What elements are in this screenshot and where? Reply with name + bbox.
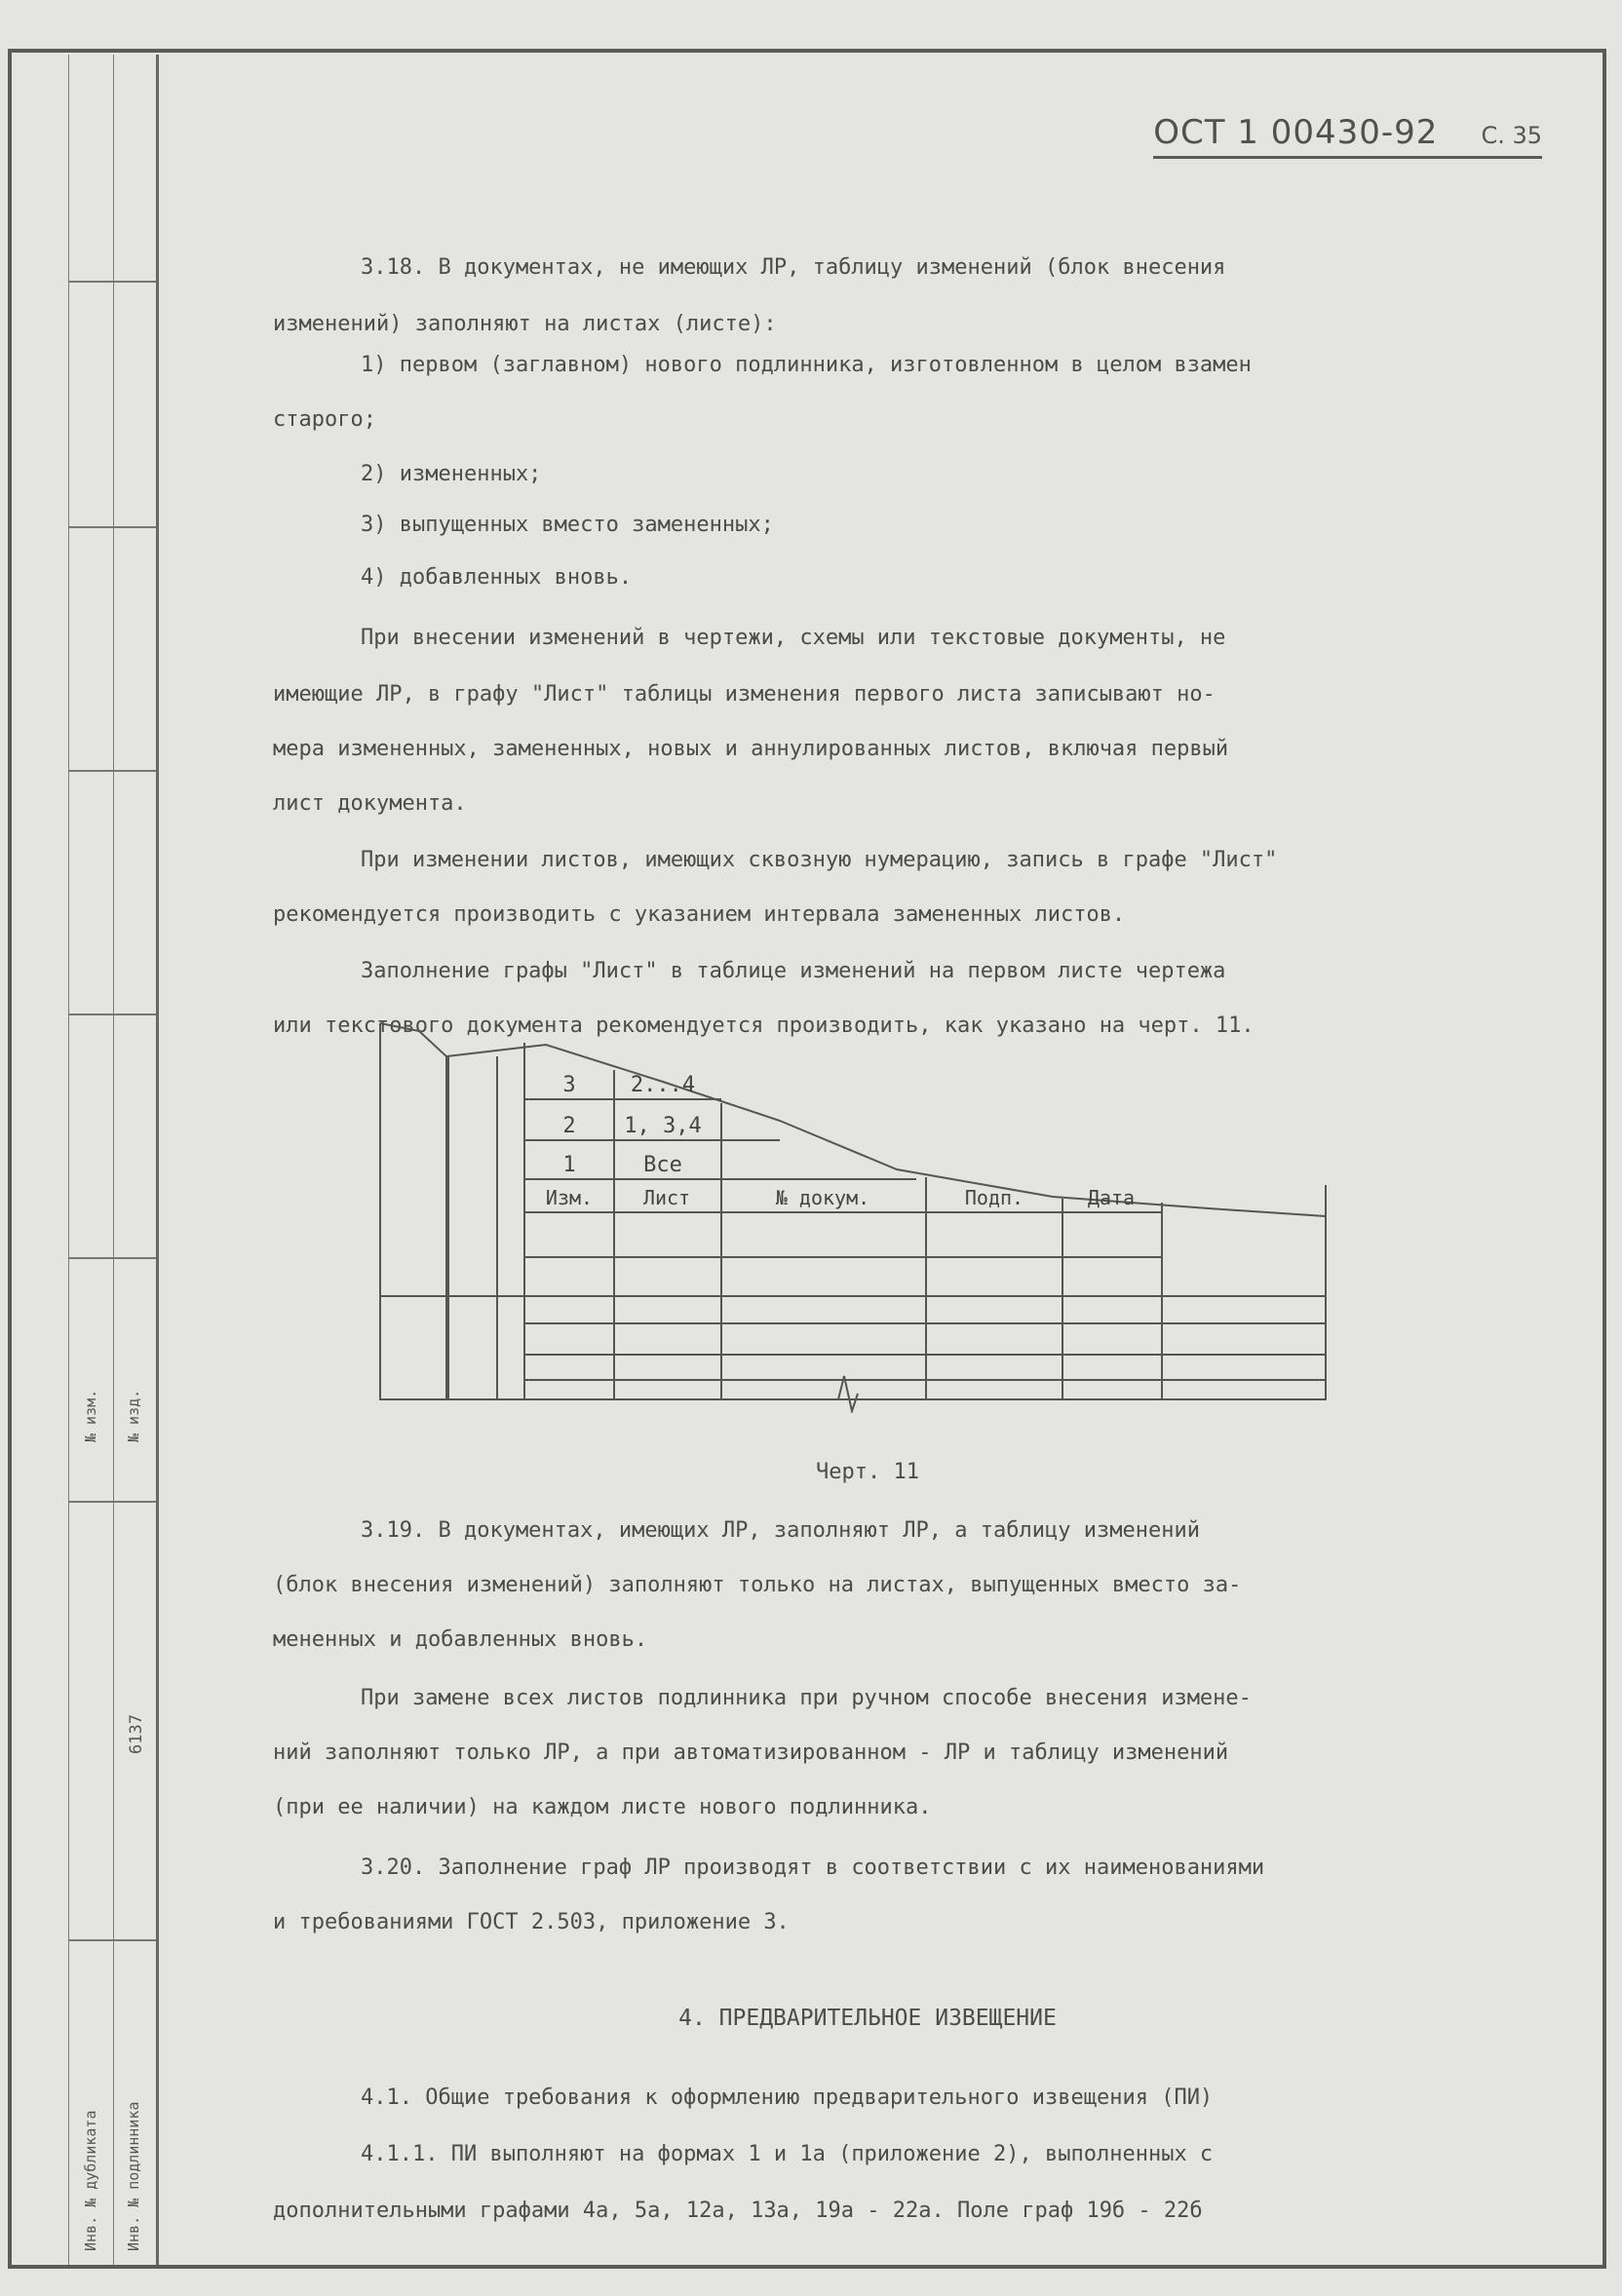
stamp-row-line <box>68 526 156 528</box>
paragraph-fill-line-1: Заполнение графы "Лист" в таблице изменений на первом листе чертежа <box>361 959 1226 983</box>
stamp-inventory-number: 6137 <box>127 1714 146 1754</box>
list-item-2: 2) измененных; <box>361 462 542 486</box>
figure-row-izm: 3 <box>562 1073 576 1097</box>
list-item-1: 1) первом (заглавном) нового подлинника, изготовленном в целом взамен <box>361 353 1252 377</box>
paragraph-fill-line-2: или текстового документа рекомендуется производить, как указано на черт. 11. <box>273 1014 1255 1038</box>
figure-change-table <box>370 1014 1335 1417</box>
figure-header-signature: Подп. <box>964 1186 1024 1209</box>
figure-header-list: Лист <box>642 1186 691 1209</box>
stamp-label-change-no: № изм. <box>82 1389 99 1442</box>
paragraph-replace-line-2: ний заполняют только ЛР, а при автоматизированном - ЛР и таблицу изменений <box>273 1741 1229 1765</box>
paragraph-3-20-line-1: 3.20. Заполнение граф ЛР производят в соответствии с их наименованиями <box>361 1856 1265 1880</box>
paragraph-4-1-1-line-1: 4.1.1. ПИ выполняют на формах 1 и 1а (приложение 2), выполненных с <box>361 2142 1214 2166</box>
paragraph-3-19-line-1: 3.19. В документах, имеющих ЛР, заполняют ЛР, а таблицу изменений <box>361 1518 1200 1543</box>
figure-caption: Черт. 11 <box>816 1460 919 1484</box>
figure-row-list: 1, 3,4 <box>624 1114 702 1138</box>
paragraph-4-1: 4.1. Общие требования к оформлению предварительного извещения (ПИ) <box>361 2086 1214 2110</box>
stamp-row-line <box>68 1014 156 1015</box>
stamp-row-line <box>68 1939 156 1941</box>
list-item-1-cont: старого; <box>273 407 376 432</box>
stamp-row-line <box>68 281 156 283</box>
section-title: 4. ПРЕДВАРИТЕЛЬНОЕ ИЗВЕЩЕНИЕ <box>678 2006 1057 2031</box>
paragraph-3-19-line-2: (блок внесения изменений) заполняют только на листах, выпущенных вместо за- <box>273 1573 1242 1597</box>
stamp-row-line <box>68 1501 156 1503</box>
paragraph-changes-line-3: мера измененных, замененных, новых и аннулированных листов, включая первый <box>273 737 1229 761</box>
paragraph-replace-line-3: (при ее наличии) на каждом листе нового подлинника. <box>273 1795 932 1819</box>
stamp-row-line <box>68 1257 156 1259</box>
stamp-label-edition-no: № изд. <box>125 1389 142 1442</box>
page-number: С. 35 <box>1481 122 1542 149</box>
page-header <box>1153 113 1542 159</box>
stamp-row-line <box>68 770 156 772</box>
figure-row-izm: 2 <box>562 1114 576 1138</box>
paragraph-changes-line-1: При внесении изменений в чертежи, схемы или текстовые документы, не <box>361 626 1226 650</box>
paragraph-changes-line-4: лист документа. <box>273 791 467 816</box>
stamp-column-line <box>113 55 114 2265</box>
list-item-4: 4) добавленных вновь. <box>361 565 633 590</box>
figure-header-doc-no: № докум. <box>775 1186 870 1209</box>
paragraph-3-18: 3.18. В документах, не имеющих ЛР, таблицу изменений (блок внесения <box>361 255 1226 280</box>
paragraph-3-18-cont: изменений) заполняют на листах (листе): <box>273 312 777 336</box>
figure-header-date: Дата <box>1087 1186 1136 1209</box>
paragraph-numbering-line-1: При изменении листов, имеющих сквозную нумерацию, запись в графе "Лист" <box>361 848 1278 872</box>
paragraph-3-19-line-3: мененных и добавленных вновь. <box>273 1627 648 1652</box>
paragraph-4-1-1-line-2: дополнительными графами 4а, 5а, 12а, 13а, 19а - 22а. Поле граф 19б - 22б <box>273 2199 1203 2223</box>
paragraph-numbering-line-2: рекомендуется производить с указанием интервала замененных листов. <box>273 902 1126 927</box>
figure-svg <box>370 1014 1335 1413</box>
list-item-3: 3) выпущенных вместо замененных; <box>361 513 774 537</box>
paragraph-replace-line-1: При замене всех листов подлинника при ручном способе внесения измене- <box>361 1686 1252 1710</box>
paragraph-changes-line-2: имеющие ЛР, в графу "Лист" таблицы изменения первого листа записывают но- <box>273 682 1216 707</box>
figure-header-izm: Изм. <box>545 1186 594 1209</box>
figure-row-list: 2...4 <box>630 1073 696 1097</box>
stamp-label-duplicate-inv: Инв. № дубликата <box>82 2110 99 2251</box>
stamp-column-line <box>68 55 69 2265</box>
figure-row-izm: 1 <box>562 1153 576 1177</box>
document-code: ОСТ 1 00430-92 <box>1153 113 1439 152</box>
paragraph-3-20-line-2: и требованиями ГОСТ 2.503, приложение 3. <box>273 1910 790 1934</box>
stamp-label-original-inv: Инв. № подлинника <box>125 2101 142 2251</box>
figure-row-list: Все <box>643 1153 682 1177</box>
